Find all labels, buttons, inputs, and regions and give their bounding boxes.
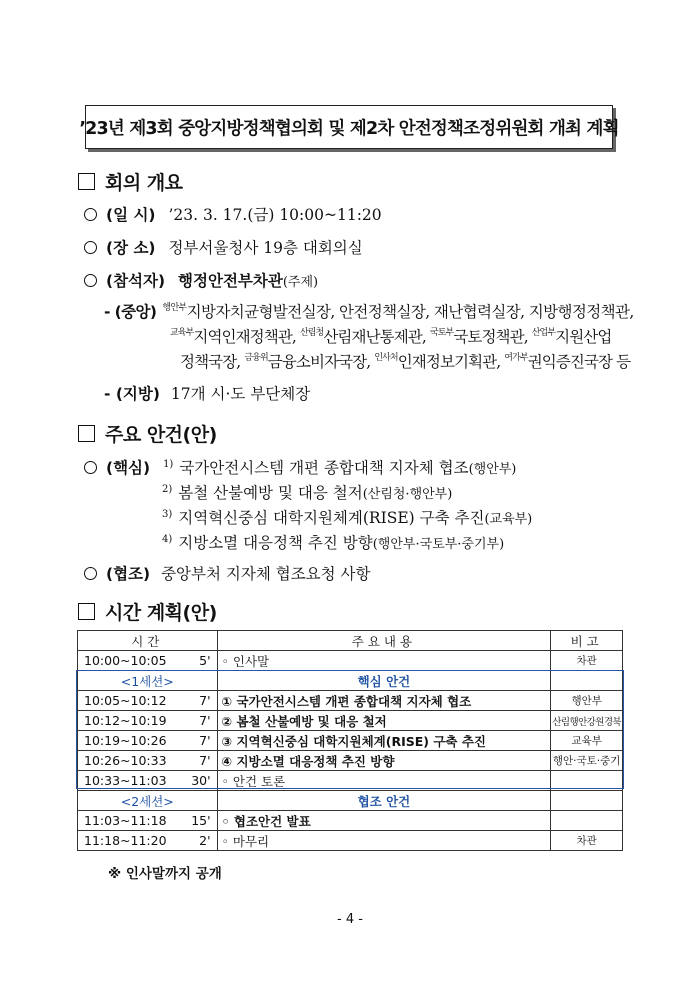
row-note xyxy=(551,771,623,791)
table-row xyxy=(78,811,623,831)
row-duration: 5' xyxy=(187,651,217,671)
prefix-ministry: 금융위 xyxy=(244,353,268,363)
table-row xyxy=(78,651,623,671)
coop-label: (협조) xyxy=(106,565,151,583)
row-duration: 7' xyxy=(187,711,217,731)
local-value: 17개 시·도 부단체장 xyxy=(170,385,311,403)
table-header-row xyxy=(78,631,623,651)
agenda-item-3 xyxy=(162,506,532,528)
date-value: ’23. 3. 17.(금) 10:00~11:20 xyxy=(168,206,382,224)
row-duration: 2' xyxy=(187,831,217,851)
prefix-ministry: 산업부 xyxy=(531,328,556,338)
attendee-label: (참석자) xyxy=(106,272,166,290)
central-line-3 xyxy=(180,350,630,372)
row-time: 10:26~10:33 xyxy=(78,751,187,771)
item-text: 국가안전시스템 개편 종합대책 지자체 협조 xyxy=(179,459,469,477)
central-text: 지원산업 xyxy=(555,328,612,346)
table-row xyxy=(78,831,623,851)
header-note: 비고 xyxy=(551,631,623,651)
item-note: (산림청·행안부) xyxy=(362,487,453,502)
session-label: <1세션> xyxy=(78,671,218,691)
cooperation-line xyxy=(84,562,371,584)
agenda-item-1 xyxy=(84,456,516,478)
row-content: ◦ 인사말 xyxy=(217,651,551,671)
attendee-value: 행정안전부차관 xyxy=(178,272,283,290)
row-note: 차관 xyxy=(551,831,623,851)
row-duration: 7' xyxy=(187,731,217,751)
session-title: 협조 안건 xyxy=(217,791,551,811)
circle-bullet-icon xyxy=(84,241,97,254)
prefix-ministry: 행안부 xyxy=(162,303,187,313)
row-content: ① 국가안전시스템 개편 종합대책 지자체 협조 xyxy=(217,691,551,711)
item-text: 봄철 산불예방 및 대응 철저 xyxy=(178,484,363,502)
central-text: 권익증진국장 등 xyxy=(527,353,631,371)
row-time: 11:03~11:18 xyxy=(78,811,187,831)
section-agenda-heading: 주요 안건(안) xyxy=(78,420,217,447)
central-line-2 xyxy=(170,325,611,347)
row-note: 행안부 xyxy=(551,691,623,711)
row-time: 10:05~10:12 xyxy=(78,691,187,711)
place-label: (장 소) xyxy=(106,239,156,257)
item-number: 4) xyxy=(162,534,173,545)
agenda-item-4 xyxy=(162,531,504,553)
row-duration: 15' xyxy=(187,811,217,831)
header-content: 주요내용 xyxy=(217,631,551,651)
central-line-1 xyxy=(104,300,634,322)
circle-bullet-icon xyxy=(84,567,97,580)
session-label: <2세션> xyxy=(78,791,218,811)
table-row xyxy=(78,751,623,771)
section-schedule-heading: 시간 계획(안) xyxy=(78,598,217,625)
agenda-item-2 xyxy=(162,481,452,503)
item-number: 1) xyxy=(163,459,174,470)
row-content: ◦ 협조안건 발표 xyxy=(217,811,551,831)
prefix-ministry: 국토부 xyxy=(429,328,454,338)
table-row xyxy=(78,731,623,751)
prefix-ministry: 교육부 xyxy=(170,328,194,338)
table-row xyxy=(78,691,623,711)
item-text: 지방소멸 대응정책 추진 방향 xyxy=(178,534,373,552)
item-note: (교육부) xyxy=(484,512,533,527)
row-content: ② 봄철 산불예방 및 대응 철저 xyxy=(217,711,551,731)
row-time: 10:00~10:05 xyxy=(78,651,187,671)
row-duration: 30' xyxy=(187,771,217,791)
header-time: 시간 xyxy=(78,631,218,651)
item-note: (행안부) xyxy=(468,462,517,477)
core-label: (핵심) xyxy=(106,459,151,477)
section-overview-heading: 회의 개요 xyxy=(78,168,183,195)
checkbox-square-icon xyxy=(78,603,95,620)
row-time: 10:12~10:19 xyxy=(78,711,187,731)
item-note: (행안부·국토부·중기부) xyxy=(372,537,505,552)
central-text: 지방자치균형발전실장, 안전정책실장, 재난협력실장, 지방행정정책관, xyxy=(186,303,634,321)
prefix-ministry: 인사처 xyxy=(374,353,398,363)
document-title: ’23년 제3회 중앙지방정책협의회 및 제2차 안전정책조정위원회 개최 계획 xyxy=(79,118,619,139)
prefix-ministry: 산림청 xyxy=(299,328,324,338)
schedule-table xyxy=(77,630,623,851)
central-text: 인재정보기획관, xyxy=(397,353,505,371)
row-content: ③ 지역혁신중심 대학지원체계(RISE) 구축 추진 xyxy=(217,731,551,751)
row-content: ◦ 안건 토론 xyxy=(217,771,551,791)
item-number: 2) xyxy=(162,484,173,495)
page-number: - 4 - xyxy=(337,912,363,927)
place-value: 정부서울청사 19층 대회의실 xyxy=(168,239,363,257)
circle-bullet-icon xyxy=(84,274,97,287)
attendee-note: (주제) xyxy=(282,275,319,290)
row-note: 행안·국토·중기 xyxy=(551,751,623,771)
central-label: - (중앙) xyxy=(104,303,157,321)
session-row xyxy=(78,671,623,691)
date-label: (일 시) xyxy=(106,206,156,224)
attendee-line xyxy=(84,269,318,291)
local-line xyxy=(104,382,310,404)
checkbox-square-icon xyxy=(78,425,95,442)
row-note xyxy=(551,811,623,831)
item-text: 지역혁신중심 대학지원체계(RISE) 구축 추진 xyxy=(178,509,485,527)
row-duration: 7' xyxy=(187,751,217,771)
central-text: 산림재난통제관, xyxy=(323,328,430,346)
row-content: ④ 지방소멸 대응정책 추진 방향 xyxy=(217,751,551,771)
row-duration: 7' xyxy=(187,691,217,711)
row-time: 10:19~10:26 xyxy=(78,731,187,751)
circle-bullet-icon xyxy=(84,208,97,221)
item-number: 3) xyxy=(162,509,173,520)
row-time: 11:18~11:20 xyxy=(78,831,187,851)
table-row xyxy=(78,771,623,791)
session-row xyxy=(78,791,623,811)
row-note: 교육부 xyxy=(551,731,623,751)
row-note xyxy=(551,671,623,691)
footnote: ※ 인사말까지 공개 xyxy=(108,866,222,882)
circle-bullet-icon xyxy=(84,461,97,474)
row-note: 차관 xyxy=(551,651,623,671)
row-time: 10:33~11:03 xyxy=(78,771,187,791)
checkbox-square-icon xyxy=(78,173,95,190)
central-text: 지역인재정책관, xyxy=(193,328,300,346)
row-content: ◦ 마무리 xyxy=(217,831,551,851)
prefix-ministry: 여가부 xyxy=(504,353,528,363)
central-text: 금융소비자국장, xyxy=(267,353,375,371)
date-line xyxy=(84,203,382,225)
central-text: 국토정책관, xyxy=(453,328,532,346)
place-line xyxy=(84,236,363,258)
session-title: 핵심 안건 xyxy=(217,671,551,691)
central-text: 정책국장, xyxy=(180,353,245,371)
row-note: 산림행안강원경북 xyxy=(551,711,623,731)
document-title-box xyxy=(79,105,619,149)
coop-value: 중앙부처 지자체 협조요청 사항 xyxy=(161,565,371,583)
local-label: - (지방) xyxy=(104,385,160,403)
table-row xyxy=(78,711,623,731)
row-note xyxy=(551,791,623,811)
